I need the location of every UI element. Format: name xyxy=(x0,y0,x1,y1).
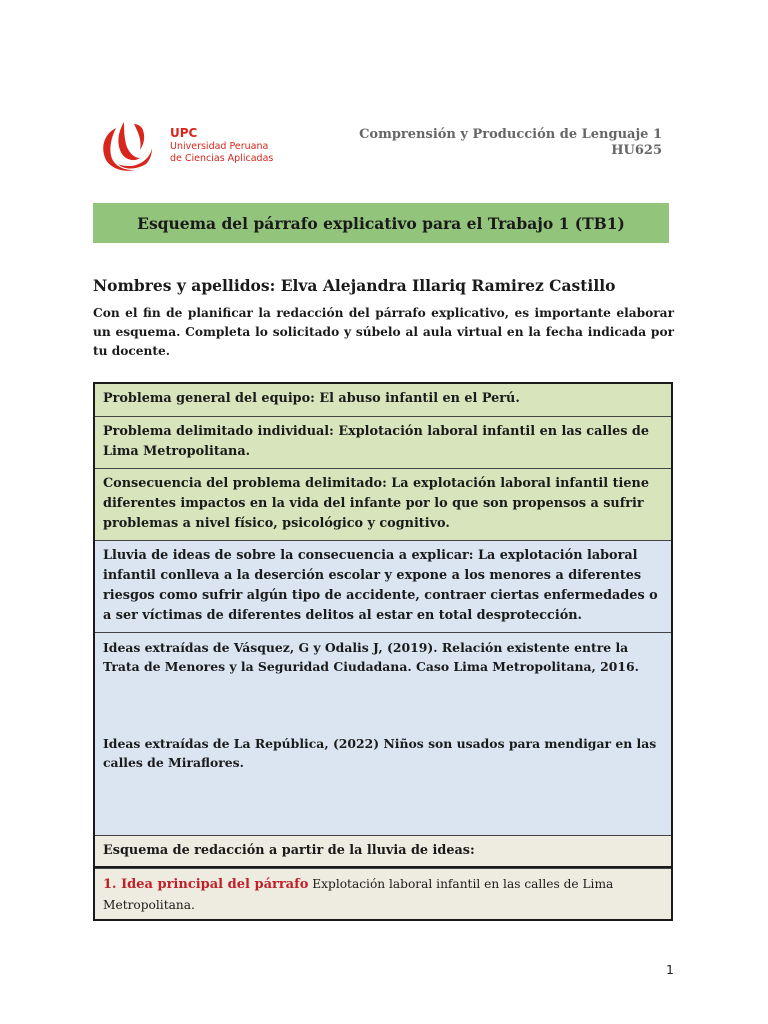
upc-flame-logo-icon xyxy=(94,118,168,174)
logo-line-1: Universidad Peruana xyxy=(170,141,269,152)
logo-abbr: UPC xyxy=(170,126,198,140)
row-writing-scheme: Esquema de redacción a partir de la lluvia de ideas: xyxy=(95,835,671,868)
source-1: Ideas extraídas de Vásquez, G y Odalis J, (2019). Relación existente entre la Trata de Menores y la Seguridad Ciudadana. Caso Lima Metropolitana, 2016. xyxy=(103,640,639,674)
logo-text xyxy=(170,127,273,165)
intro-paragraph: Con el fin de planificar la redacción del párrafo explicativo, es importante elaborar un esquema. Completa lo solicitado y súbelo al aula virtual en la fecha indicada por tu docente. xyxy=(93,306,674,358)
logo-line-2: de Ciencias Aplicadas xyxy=(170,153,274,164)
row-sources xyxy=(95,632,671,835)
document-title: Esquema del párrafo explicativo para el Trabajo 1 (TB1) xyxy=(93,203,669,243)
row-main-idea xyxy=(95,868,671,919)
main-idea-label: 1. Idea principal del párrafo xyxy=(103,877,309,892)
outline-table xyxy=(93,382,673,921)
student-name-line: Nombres y apellidos: Elva Alejandra Illariq Ramirez Castillo xyxy=(93,276,616,295)
row-general-problem: Problema general del equipo: El abuso infantil en el Perú. xyxy=(95,384,671,416)
source-2: Ideas extraídas de La República, (2022) Niños son usados para mendigar en las calles de Miraflores. xyxy=(103,736,657,770)
row-consequence: Consecuencia del problema delimitado: La explotación laboral infantil tiene diferentes impactos en la vida del infante por lo que son propensos a sufrir problemas a nivel físico, psicológico y cognitivo. xyxy=(95,468,671,540)
course-header xyxy=(359,127,662,159)
course-title: Comprensión y Producción de Lenguaje 1 xyxy=(359,127,662,142)
row-brainstorm: Lluvia de ideas de sobre la consecuencia a explicar: La explotación laboral infantil conlleva a la deserción escolar y expone a los menores a diferentes riesgos como sufrir algún tipo de accidente, contraer ciertas enfermedades o a ser víctimas de diferentes delitos al estar en total desprotección. xyxy=(95,540,671,632)
page-number: 1 xyxy=(666,962,674,977)
course-code: HU625 xyxy=(611,143,662,158)
row-delimited-problem: Problema delimitado individual: Explotación laboral infantil en las calles de Lima Metropolitana. xyxy=(95,416,671,468)
upc-logo xyxy=(94,118,284,174)
main-idea-text: Explotación laboral infantil en las calles de Lima Metropolitana. xyxy=(103,877,614,912)
spacer xyxy=(103,676,663,734)
